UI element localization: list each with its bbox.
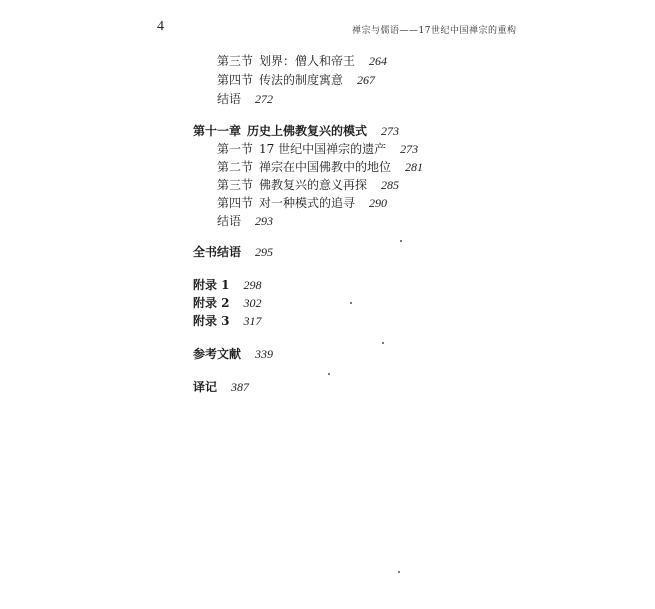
toc-entry-page: 273 xyxy=(381,124,400,138)
toc-entry-page: 290 xyxy=(369,196,388,210)
toc-entry-label: 第四节 xyxy=(217,73,254,87)
toc-chapter-title: 历史上佛教复兴的模式 xyxy=(247,124,368,138)
toc-entry-title: 17 世纪中国禅宗的遗产 xyxy=(259,142,387,156)
toc-entry-appendix-2 xyxy=(193,296,262,310)
toc-entry-page: 293 xyxy=(255,214,274,228)
toc-entry-ch10-s3 xyxy=(217,54,387,68)
toc-entry-title: 划界：僧人和帝王 xyxy=(259,54,356,68)
toc-entry-ch11 xyxy=(193,124,399,138)
toc-entry-page: 272 xyxy=(255,92,274,106)
scan-speck xyxy=(398,571,400,573)
toc-entry-page: 387 xyxy=(231,380,250,394)
toc-entry-book-conclusion xyxy=(193,245,273,259)
toc-entry-label: 第二节 xyxy=(217,160,254,174)
scan-speck xyxy=(350,302,352,304)
toc-entry-title: 对一种模式的追寻 xyxy=(259,196,356,210)
toc-entry-ch11-s3 xyxy=(217,178,399,192)
toc-entry-page: 267 xyxy=(357,73,376,87)
scan-speck xyxy=(400,240,402,242)
toc-entry-label: 第三节 xyxy=(217,178,254,192)
page-number: 4 xyxy=(157,19,164,34)
toc-entry-label: 附录 3 xyxy=(193,314,230,328)
toc-entry-page: 302 xyxy=(243,296,262,310)
toc-entry-afterword xyxy=(193,380,249,394)
toc-entry-appendix-3 xyxy=(193,314,262,328)
toc-entry-label: 结语 xyxy=(217,214,242,228)
scan-speck xyxy=(328,373,330,375)
toc-entry-ch11-s2 xyxy=(217,160,423,174)
toc-entry-label: 第四节 xyxy=(217,196,254,210)
toc-entry-title: 传法的制度寓意 xyxy=(259,73,344,87)
toc-entry-label: 参考文献 xyxy=(193,347,242,361)
scan-speck xyxy=(382,342,384,344)
toc-entry-bibliography xyxy=(193,347,273,361)
toc-entry-label: 译记 xyxy=(193,380,218,394)
toc-entry-title: 佛教复兴的意义再探 xyxy=(259,178,368,192)
toc-chapter-label: 第十一章 xyxy=(193,124,242,138)
toc-entry-page: 281 xyxy=(405,160,424,174)
toc-entry-page: 264 xyxy=(369,54,388,68)
toc-entry-page: 285 xyxy=(381,178,400,192)
toc-entry-ch11-s1 xyxy=(217,142,418,156)
toc-entry-label: 附录 2 xyxy=(193,296,230,310)
toc-entry-page: 295 xyxy=(255,245,274,259)
toc-entry-appendix-1 xyxy=(193,278,262,292)
toc-entry-label: 第一节 xyxy=(217,142,254,156)
toc-entry-label: 结语 xyxy=(217,92,242,106)
toc-entry-page: 273 xyxy=(400,142,419,156)
toc-entry-ch11-s4 xyxy=(217,196,387,210)
toc-entry-ch10-conclusion xyxy=(217,92,273,106)
running-header: 禅宗与儒语——17世纪中国禅宗的重构 xyxy=(352,26,517,36)
toc-entry-label: 第三节 xyxy=(217,54,254,68)
toc-entry-ch11-conclusion xyxy=(217,214,273,228)
toc-entry-label: 全书结语 xyxy=(193,245,242,259)
toc-entry-page: 298 xyxy=(243,278,262,292)
toc-entry-title: 禅宗在中国佛教中的地位 xyxy=(259,160,392,174)
toc-entry-page: 317 xyxy=(243,314,262,328)
toc-entry-ch10-s4 xyxy=(217,73,375,87)
toc-entry-label: 附录 1 xyxy=(193,278,230,292)
toc-entry-page: 339 xyxy=(255,347,274,361)
